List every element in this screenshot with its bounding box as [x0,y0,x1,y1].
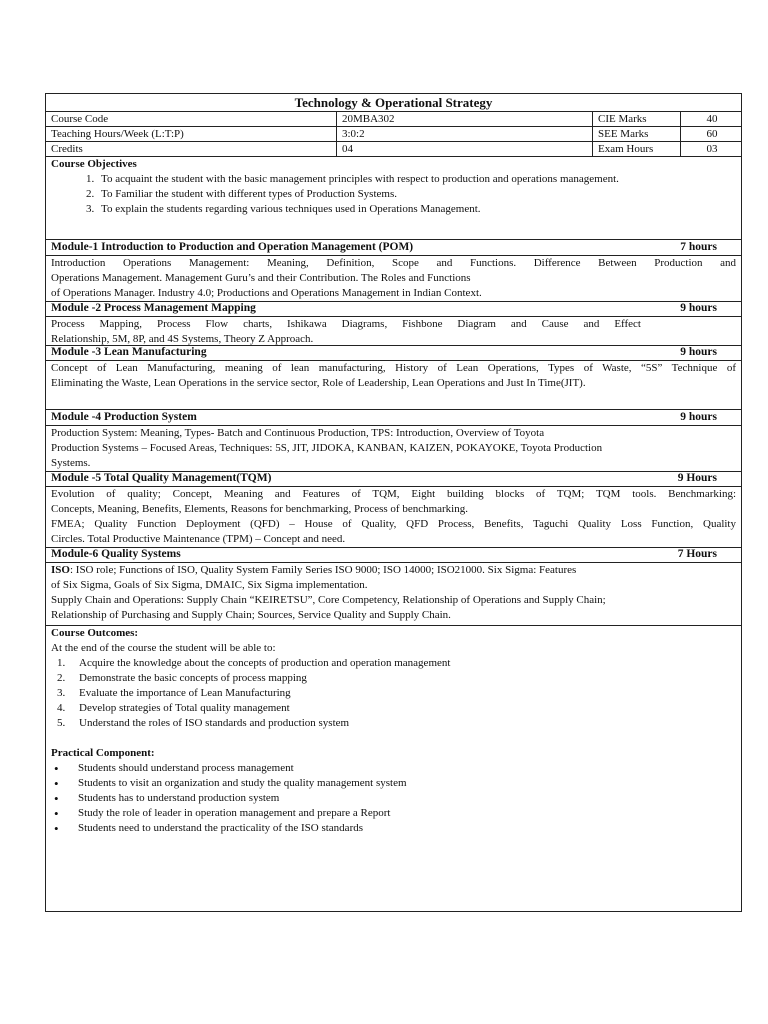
marks-label: SEE Marks [593,127,681,141]
module-title: Module -2 Process Management Mapping [51,302,256,314]
practical-heading: Practical Component: [51,747,155,759]
outcome-item: 2. Demonstrate the basic concepts of process mapping [68,671,736,686]
module-text-line: of Operations Manager. Industry 4.0; Productions and Operations Management in Indian Context. [51,287,482,299]
iso-prefix: ISO [51,564,70,576]
marks-label: CIE Marks [593,112,681,126]
module-1-header [46,240,741,256]
outcomes-section [46,626,741,911]
info-row-teaching-hours [46,127,741,142]
module-text-line: Circles. Total Productive Maintenance (TPM) – Concept and need. [51,533,346,545]
marks-value: 60 [706,128,718,140]
practical-item: • Students should understand process management [66,761,736,776]
module-hours: 9 hours [680,346,717,358]
objectives-heading: Course Objectives [51,158,137,170]
module-text-line: Production System: Meaning, Types- Batch and Continuous Production, TPS: Introduction, Overview of Toyota [51,427,545,439]
module-text-line: Production Systems – Focused Areas, Techniques: 5S, JIT, JIDOKA, KANBAN, KAIZEN, POKAYOKE, Toyota Production [51,442,603,454]
module-text-line: Concepts, Meaning, Benefits, Elements, Reasons for benchmarking, Process of benchmarking. [51,503,468,515]
module-text-line [51,563,736,578]
module-hours: 9 Hours [677,472,717,484]
module-text-line: Process Mapping, Process Flow charts, Ishikawa Diagrams, Fishbone Diagram and Cause and Effect [51,318,641,330]
module-title: Module-6 Quality Systems [51,548,181,560]
module-2-header [46,301,741,317]
module-text-line: of Six Sigma, Goals of Six Sigma, DMAIC, Six Sigma implementation. [51,579,368,591]
info-row-course-code [46,112,741,127]
objective-item: 3. To explain the students regarding various techniques used in Operations Management. [97,202,736,217]
marks-value: 03 [706,143,718,155]
module-1-content [46,256,741,302]
module-text-line: FMEA; Quality Function Deployment (QFD) – House of Quality, QFD Process, Benefits, Taguchi Quality Loss Function, Quality [51,518,736,530]
outcome-item: 4. Develop strategies of Total quality management [68,701,736,716]
outcome-item: 1. Acquire the knowledge about the concepts of production and operation management [68,656,736,671]
practical-item: • Study the role of leader in operation management and prepare a Report [66,806,736,821]
info-value: 3:0:2 [337,127,593,141]
objective-item: 2. To Familiar the student with different types of Production Systems. [97,187,736,202]
module-title: Module-1 Introduction to Production and Operation Management (POM) [51,241,414,253]
objective-item: 1. To acquaint the student with the basic management principles with respect to production and operations management. [97,172,736,187]
outcomes-intro: At the end of the course the student will be able to: [51,642,276,654]
info-value: 20MBA302 [337,112,593,126]
module-title: Module -3 Lean Manufacturing [51,346,207,358]
module-text-line: Operations Management. Management Guru’s and their Contribution. The Roles and Functions [51,272,471,284]
module-title: Module -5 Total Quality Management(TQM) [51,472,272,484]
module-3-content [46,361,741,410]
module-text-line: Eliminating the Waste, Lean Operations in the service sector, Role of Leadership, Lean Operations and Just In Time(JIT). [51,377,586,389]
marks-label: Exam Hours [593,142,681,156]
module-text-line: Evolution of quality; Concept, Meaning and Features of TQM, Eight building blocks of TQM; TQM tools. Benchmarking: [51,488,736,500]
module-text-line: Concept of Lean Manufacturing, meaning of lean manufacturing, History of Lean Operations, Types of Waste, “5S” Technique of [51,362,736,374]
outcomes-list [51,656,736,731]
module-2-content [46,317,741,346]
marks-value: 40 [706,113,718,125]
module-4-header [46,410,741,426]
module-title: Module -4 Production System [51,411,197,423]
outcome-item: 3. Evaluate the importance of Lean Manufacturing [68,686,736,701]
course-objectives [46,157,741,240]
practical-item: • Students need to understand the practicality of the ISO standards [66,821,736,836]
module-4-content [46,426,741,472]
syllabus-table [45,93,742,912]
module-hours: 9 hours [680,302,717,314]
module-text-line: Introduction Operations Management: Meaning, Definition, Scope and Functions. Difference Between Production and [51,257,736,269]
module-text-line: Relationship of Purchasing and Supply Chain; Sources, Service Quality and Supply Chain. [51,609,451,621]
module-5-header [46,471,741,487]
info-value: 04 [337,142,593,156]
module-hours: 7 Hours [677,548,717,560]
practical-item: • Students has to understand production system [66,791,736,806]
info-label: Teaching Hours/Week (L:T:P) [46,127,337,141]
info-label: Credits [46,142,337,156]
info-row-credits [46,142,741,157]
practical-item: • Students to visit an organization and study the quality management system [66,776,736,791]
course-title: Technology & Operational Strategy [46,94,741,112]
outcomes-heading: Course Outcomes: [51,627,139,639]
module-6-content [46,563,741,626]
module-hours: 9 hours [680,411,717,423]
info-label: Course Code [46,112,337,126]
module-text-line: Systems. [51,457,91,469]
module-text-line: Relationship, 5M, 8P, and 4S Systems, Theory Z Approach. [51,333,314,345]
objectives-list [51,172,736,217]
module-hours: 7 hours [680,241,717,253]
module-6-header [46,547,741,563]
module-5-content [46,487,741,548]
outcome-item: 5. Understand the roles of ISO standards and production system [68,716,736,731]
module-3-header [46,345,741,361]
practical-list [51,761,736,836]
module-text-span: : ISO role; Functions of ISO, Quality System Family Series ISO 9000; ISO 14000; ISO21000. Six Sigma: Features [69,564,577,576]
module-text-line: Supply Chain and Operations: Supply Chain “KEIRETSU”, Core Competency, Relationship of Operations and Supply Chain; [51,594,606,606]
